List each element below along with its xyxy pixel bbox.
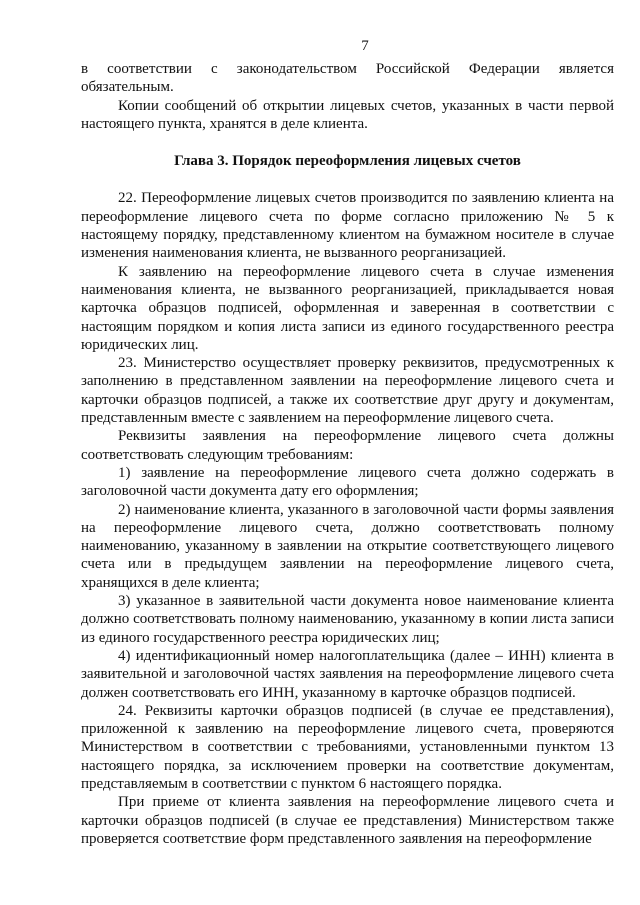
list-item: 3) указанное в заявительной части документа новое наименование клиента должно соответствовать полному наименованию, указанному в копии листа записи из единого государственного реестра юридических лиц; xyxy=(81,593,614,646)
chapter-heading: Глава 3. Порядок переоформления лицевых счетов xyxy=(174,153,521,170)
paragraph: 22. Переоформление лицевых счетов производится по заявлению клиента на переоформление лицевого счета по форме согласно приложению № 5 к настоящему порядку, представленному клиентом на бумажном носителе в случае изменения наименования клиента, не вызванного реорганизацией. xyxy=(81,190,614,262)
paragraph: 24. Реквизиты карточки образцов подписей (в случае ее представления), приложенной к заявлению на переоформление лицевого счета, проверяются Министерством в соответствии с требованиями, установленными пунктом 13 настоящего порядка, за исключением проверки на соответствие документам, представляемым в соответствии с пунктом 6 настоящего порядка. xyxy=(81,702,614,792)
paragraph: Реквизиты заявления на переоформление лицевого счета должны соответствовать следующим требованиям: xyxy=(81,428,614,463)
paragraph: При приеме от клиента заявления на переоформление лицевого счета и карточки образцов подписей (в случае ее представления) Министерством также проверяется соответствие форм представленного заявления на переоформление xyxy=(81,794,614,847)
paragraph: в соответствии с законодательством Российской Федерации является обязательным. xyxy=(81,61,614,96)
paragraph: К заявлению на переоформление лицевого счета в случае изменения наименования клиента, не вызванного реорганизацией, прикладывается новая карточка образцов подписей, оформленная и заверенная в соответствии с настоящим порядком и копия листа записи из единого государственного реестра юридических лиц. xyxy=(81,263,614,353)
page-number: 7 xyxy=(361,38,369,54)
document-body xyxy=(81,60,614,848)
list-item: 2) наименование клиента, указанного в заголовочной части формы заявления на переоформление лицевого счета, должно соответствовать полному наименованию, указанному в заявлении на открытие соответствующего лицевого счета или в предыдущем заявлении на переоформление лицевого счета, хранящихся в деле клиента; xyxy=(81,501,614,591)
list-item: 1) заявление на переоформление лицевого счета должно содержать в заголовочной части документа дату его оформления; xyxy=(81,464,614,500)
paragraph: 23. Министерство осуществляет проверку реквизитов, предусмотренных к заполнению в представленном заявлении на переоформление лицевого счета и карточки образцов подписей, а также их соответствие друг другу и документам, представленным вместе с заявлением на переоформление лицевого счета. xyxy=(81,355,614,427)
list-item: 4) идентификационный номер налогоплательщика (далее – ИНН) клиента в заявительной и заголовочной частях заявления на переоформление лицевого счета должен соответствовать его ИНН, указанному в карточке образцов подписей. xyxy=(81,647,614,701)
paragraph: Копии сообщений об открытии лицевых счетов, указанных в части первой настоящего пункта, хранятся в деле клиента. xyxy=(81,97,614,132)
